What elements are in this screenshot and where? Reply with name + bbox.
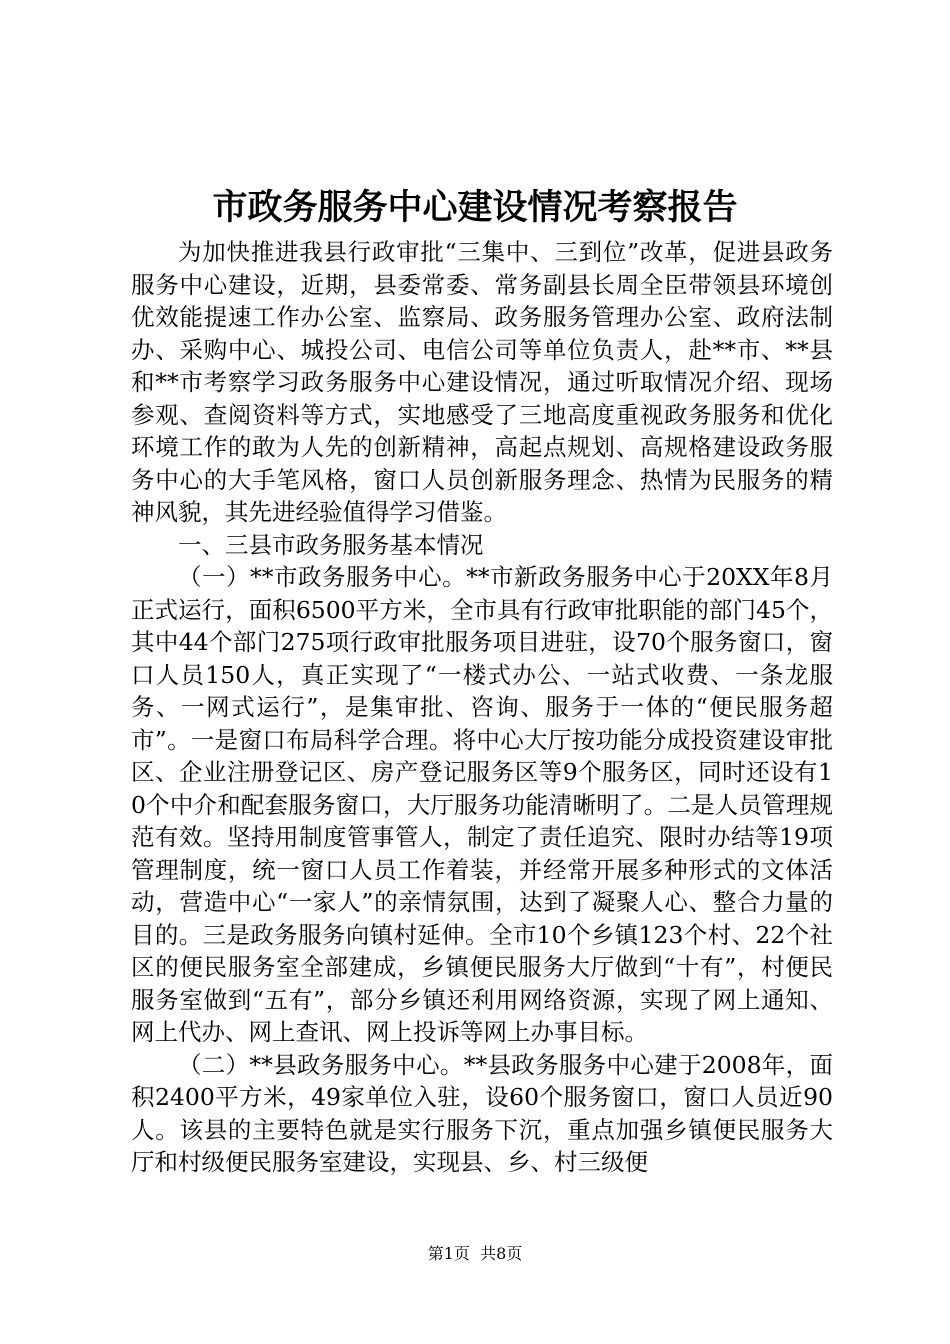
paragraph-intro: 为加快推进我县行政审批“三集中、三到位”改革，促进县政务服务中心建设，近期，县委常委、常务副县长周全臣带领县环境创优效能提速工作办公室、监察局、政务服务管理办公室、政府法制办、采购中心、城投公司、电信公司等单位负责人，赴**市、**县和**市考察学习政务服务中心建设情况，通过听取情况介绍、现场参观、查阅资料等方式，实地感受了三地高度重视政务服务和优化环境工作的敢为人先的创新精神，高起点规划、高规格建设政务服务中心的大手笔风格，窗口人员创新服务理念、热情为民服务的精神风貌，其先进经验值得学习借鉴。 bbox=[131, 238, 833, 526]
page-footer bbox=[0, 1243, 950, 1265]
page-number-label: 第1页 共8页 bbox=[427, 1244, 523, 1263]
paragraph-section-1-1: （一）**市政务服务中心。**市新政务服务中心于20XX年8月正式运行，面积6500平方米，全市具有行政审批职能的部门45个，其中44个部门275项行政审批服务项目进驻，设70个服务窗口，窗口人员150人，真正实现了“一楼式办公、一站式收费、一条龙服务、一网式运行”，是集审批、咨询、服务于一体的“便民服务超市”。一是窗口布局科学合理。将中心大厅按功能分成投资建设审批区、企业注册登记区、房产登记服务区等9个服务区，同时还设有10个中介和配套服务窗口，大厅服务功能清晰明了。二是人员管理规范有效。坚持用制度管事管人，制定了责任追究、限时办结等19项管理制度，统一窗口人员工作着装，并经常开展多种形式的文体活动，营造中心“一家人”的亲情氛围，达到了凝聚人心、整合力量的目的。三是政务服务向镇村延伸。全市10个乡镇123个村、22个社区的便民服务室全部建成，乡镇便民服务大厅做到“十有”，村便民服务室做到“五有”，部分乡镇还利用网络资源，实现了网上通知、网上代办、网上查讯、网上投诉等网上办事目标。 bbox=[131, 563, 833, 1046]
paragraph-section-1-2: （二）**县政务服务中心。**县政务服务中心建于2008年，面积2400平方米，49家单位入驻，设60个服务窗口，窗口人员近90人。该县的主要特色就是实行服务下沉，重点加强乡镇便民服务大厅和村级便民服务室建设，实现县、乡、村三级便 bbox=[131, 1050, 833, 1176]
section-heading-1: 一、三县市政务服务基本情况 bbox=[178, 530, 484, 559]
document-body bbox=[131, 236, 833, 1179]
document-title: 市政务服务中心建设情况考察报告 bbox=[212, 187, 738, 228]
